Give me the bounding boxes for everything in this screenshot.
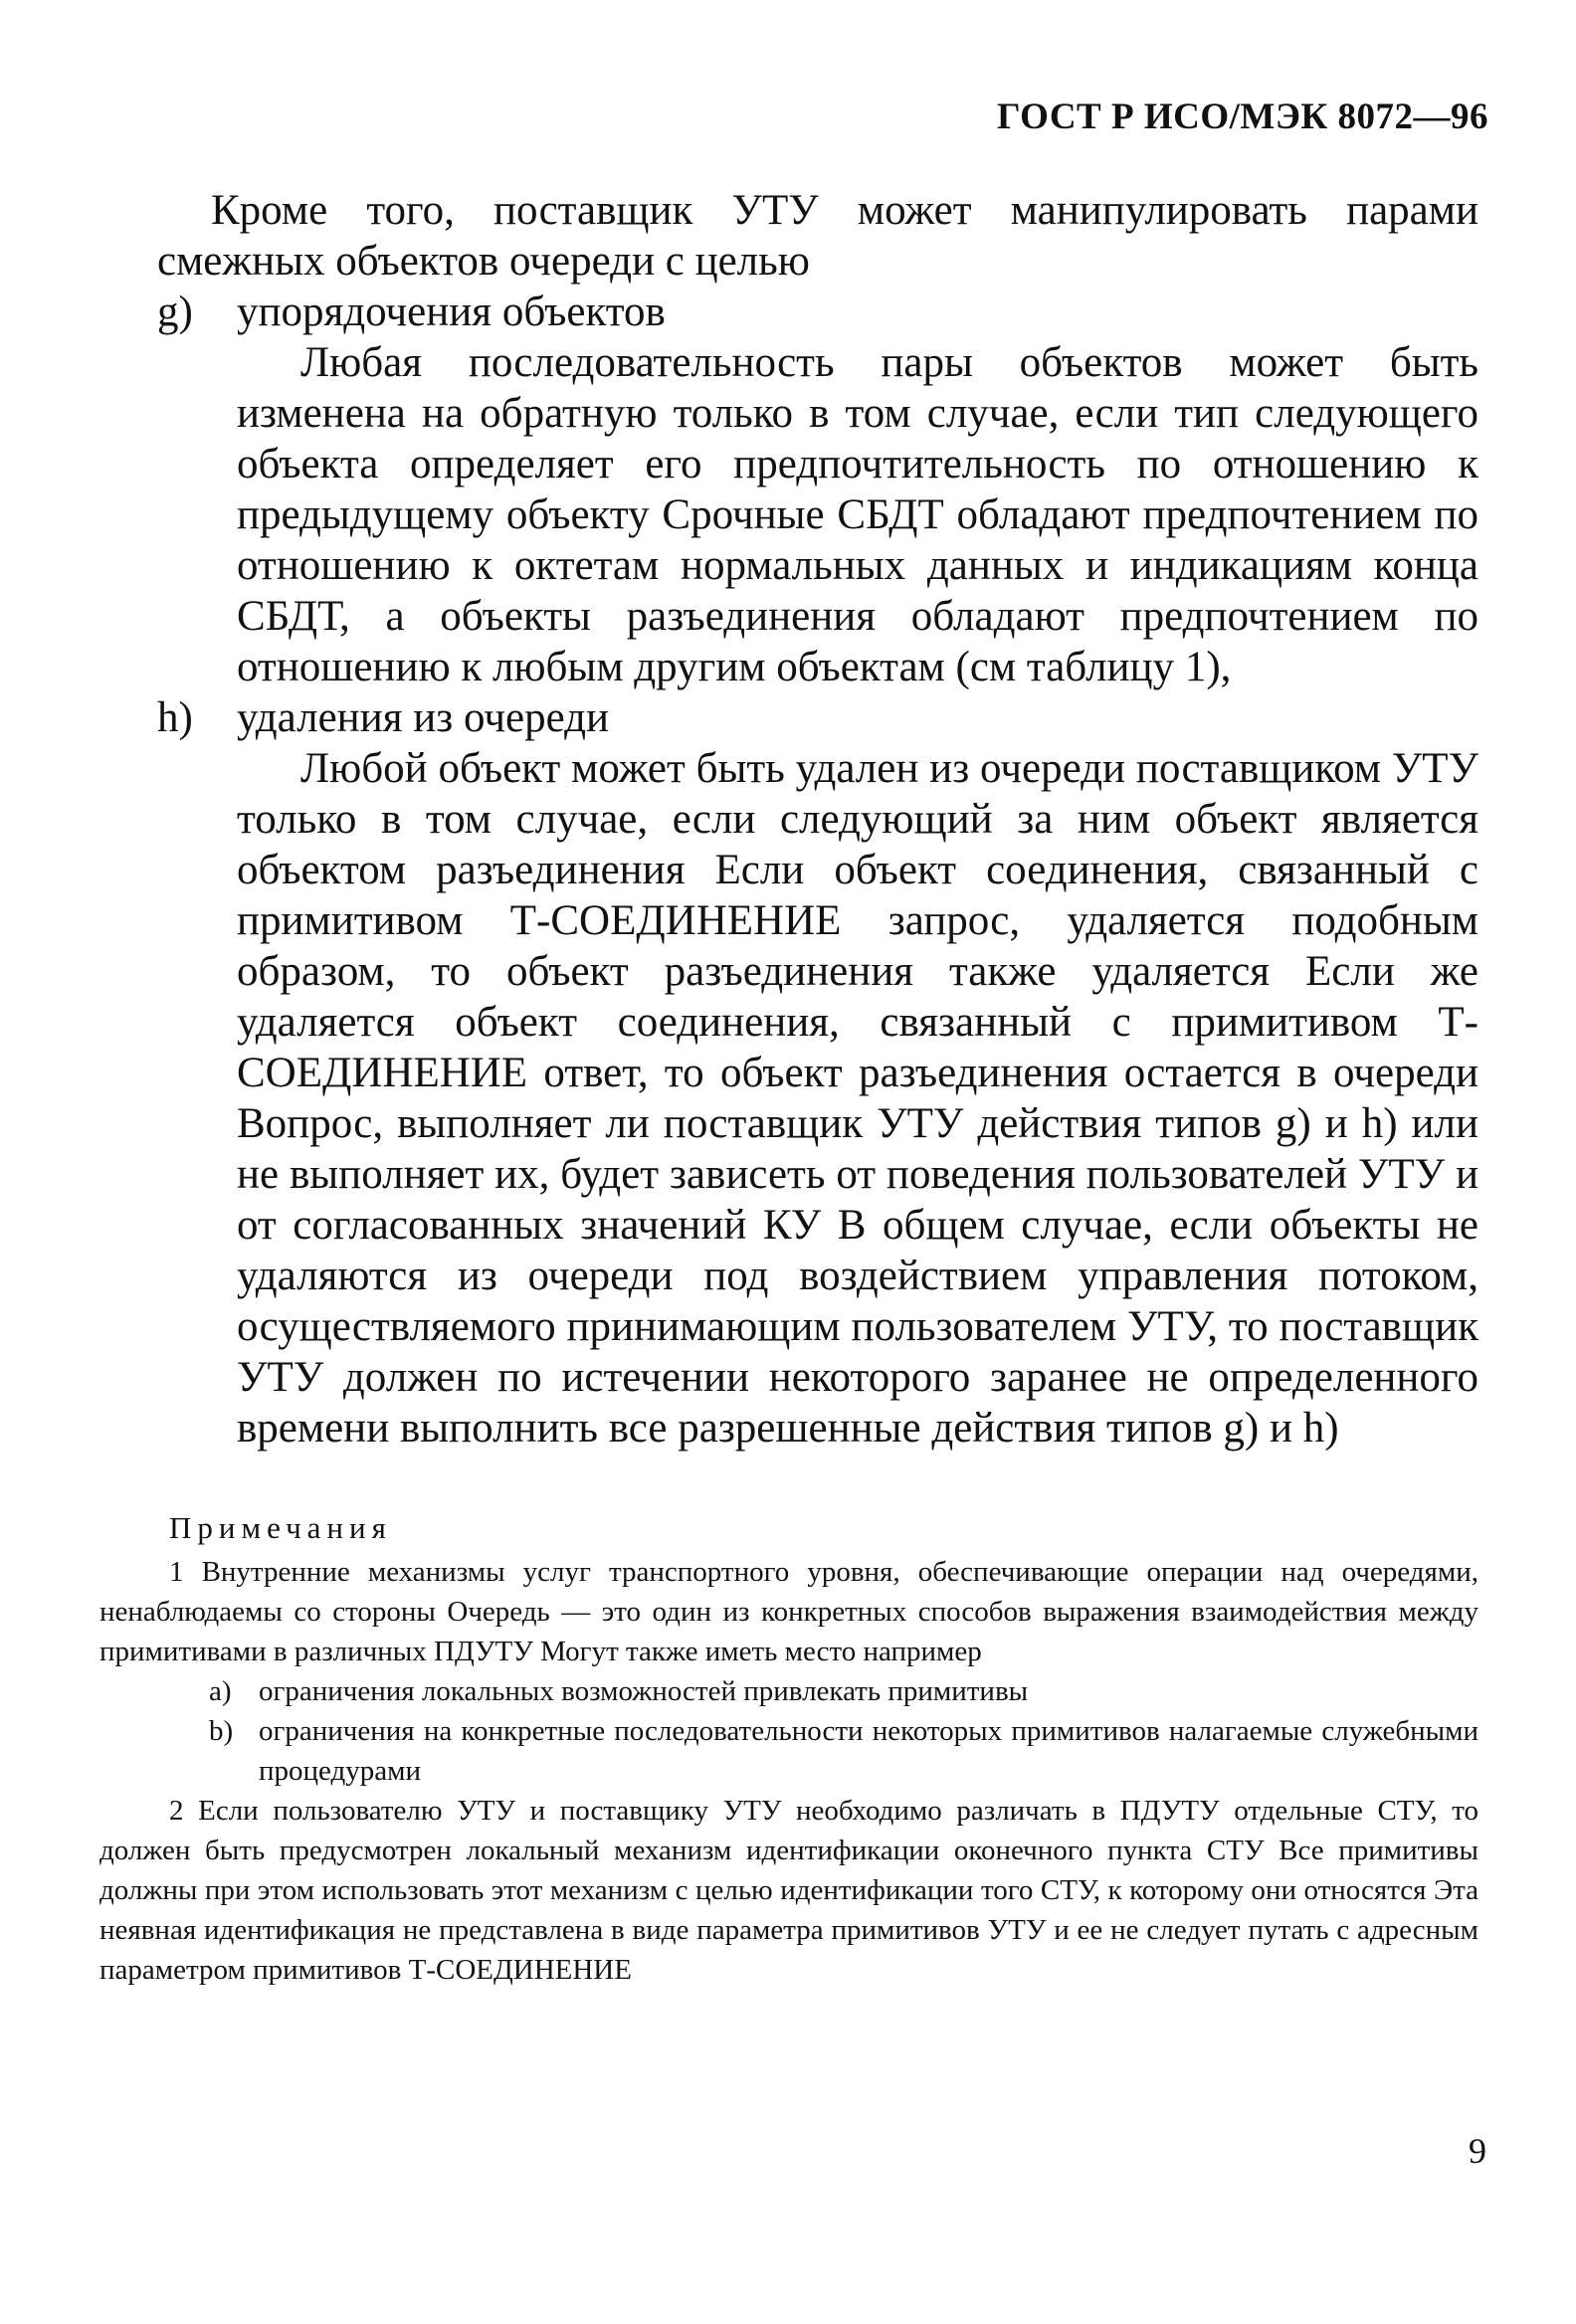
list-marker-g: g) [157,289,193,335]
document-header: ГОСТ Р ИСО/МЭК 8072—96 [996,97,1488,137]
list-item-h-label: удаления из очереди [237,694,609,741]
list-marker-h: h) [157,694,193,741]
note-1-item-a [209,1671,1478,1711]
note-1-marker-b: b) [209,1715,234,1747]
intro-paragraph: Кроме того, поставщик УТУ может манипулировать парами смежных объектов очереди с целью [157,187,1478,285]
note-1-item-b-text: ограничения на конкретные последовательности некоторых примитивов налагаемые служебными процедурами [259,1715,1478,1787]
note-1-item-b [209,1711,1478,1791]
main-text [157,185,1478,1453]
note-2: 2 Если пользователю УТУ и поставщику УТУ необходимо различать в ПДУТУ отдельные СТУ, то должен быть предусмотрен локальный механизм идентификации оконечного пункта СТУ Все примитивы должны при этом использовать этот механизм с целью идентификации того СТУ, к которому они относятся Эта неявная идентификация не представлена в виде параметра примитивов УТУ и ее не следует путать с адресным параметром примитивов Т-СОЕДИНЕНИЕ [99,1795,1478,1986]
list-item-h [157,692,1478,743]
notes-section [99,1508,1478,1990]
notes-title: Примечания [169,1510,392,1545]
list-item-g [157,287,1478,337]
note-1-item-a-text: ограничения локальных возможностей привлекать примитивы [259,1675,1029,1707]
page-number: 9 [1469,2131,1486,2171]
note-1-marker-a: a) [209,1675,232,1707]
list-item-h-text: Любой объект может быть удален из очереди поставщиком УТУ только в том случае, если следующий за ним объект является объектом разъединения Если объект соединения, связанный с примитивом Т-СОЕДИНЕНИЕ запрос, удаляется подобным образом, то объект разъединения также удаляется Если же удаляется объект соединения, связанный с примитивом Т-СОЕДИНЕНИЕ ответ, то объект разъединения остается в очереди Вопрос, выполняет ли поставщик УТУ действия типов g) и h) или не выполняет их, будет зависеть от поведения пользователей УТУ и от согласованных значений КУ В общем случае, если объекты не удаляются из очереди под воздействием управления потоком, осуществляемого принимающим пользователем УТУ, то поставщик УТУ должен по истечении некоторого заранее не определенного времени выполнить все разрешенные действия типов g) и h) [237,745,1478,1452]
note-1: 1 Внутренние механизмы услуг транспортного уровня, обеспечивающие операции над очередями, ненаблюдаемы со стороны Очередь — это один из конкретных способов выражения взаимодействия между примитивами в различных ПДУТУ Могут также иметь место например [99,1556,1478,1667]
list-item-g-label: упорядочения объектов [237,289,666,335]
list-item-g-text: Любая последовательность пары объектов может быть изменена на обратную только в том случае, если тип следующего объекта определяет его предпочтительность по отношению к предыдущему объекту Срочные СБДТ обладают предпочтением по отношению к октетам нормальных данных и индикациям конца СБДТ, а объекты разъединения обладают предпочтением по отношению к любым другим объектам (см таблицу 1), [237,339,1478,690]
